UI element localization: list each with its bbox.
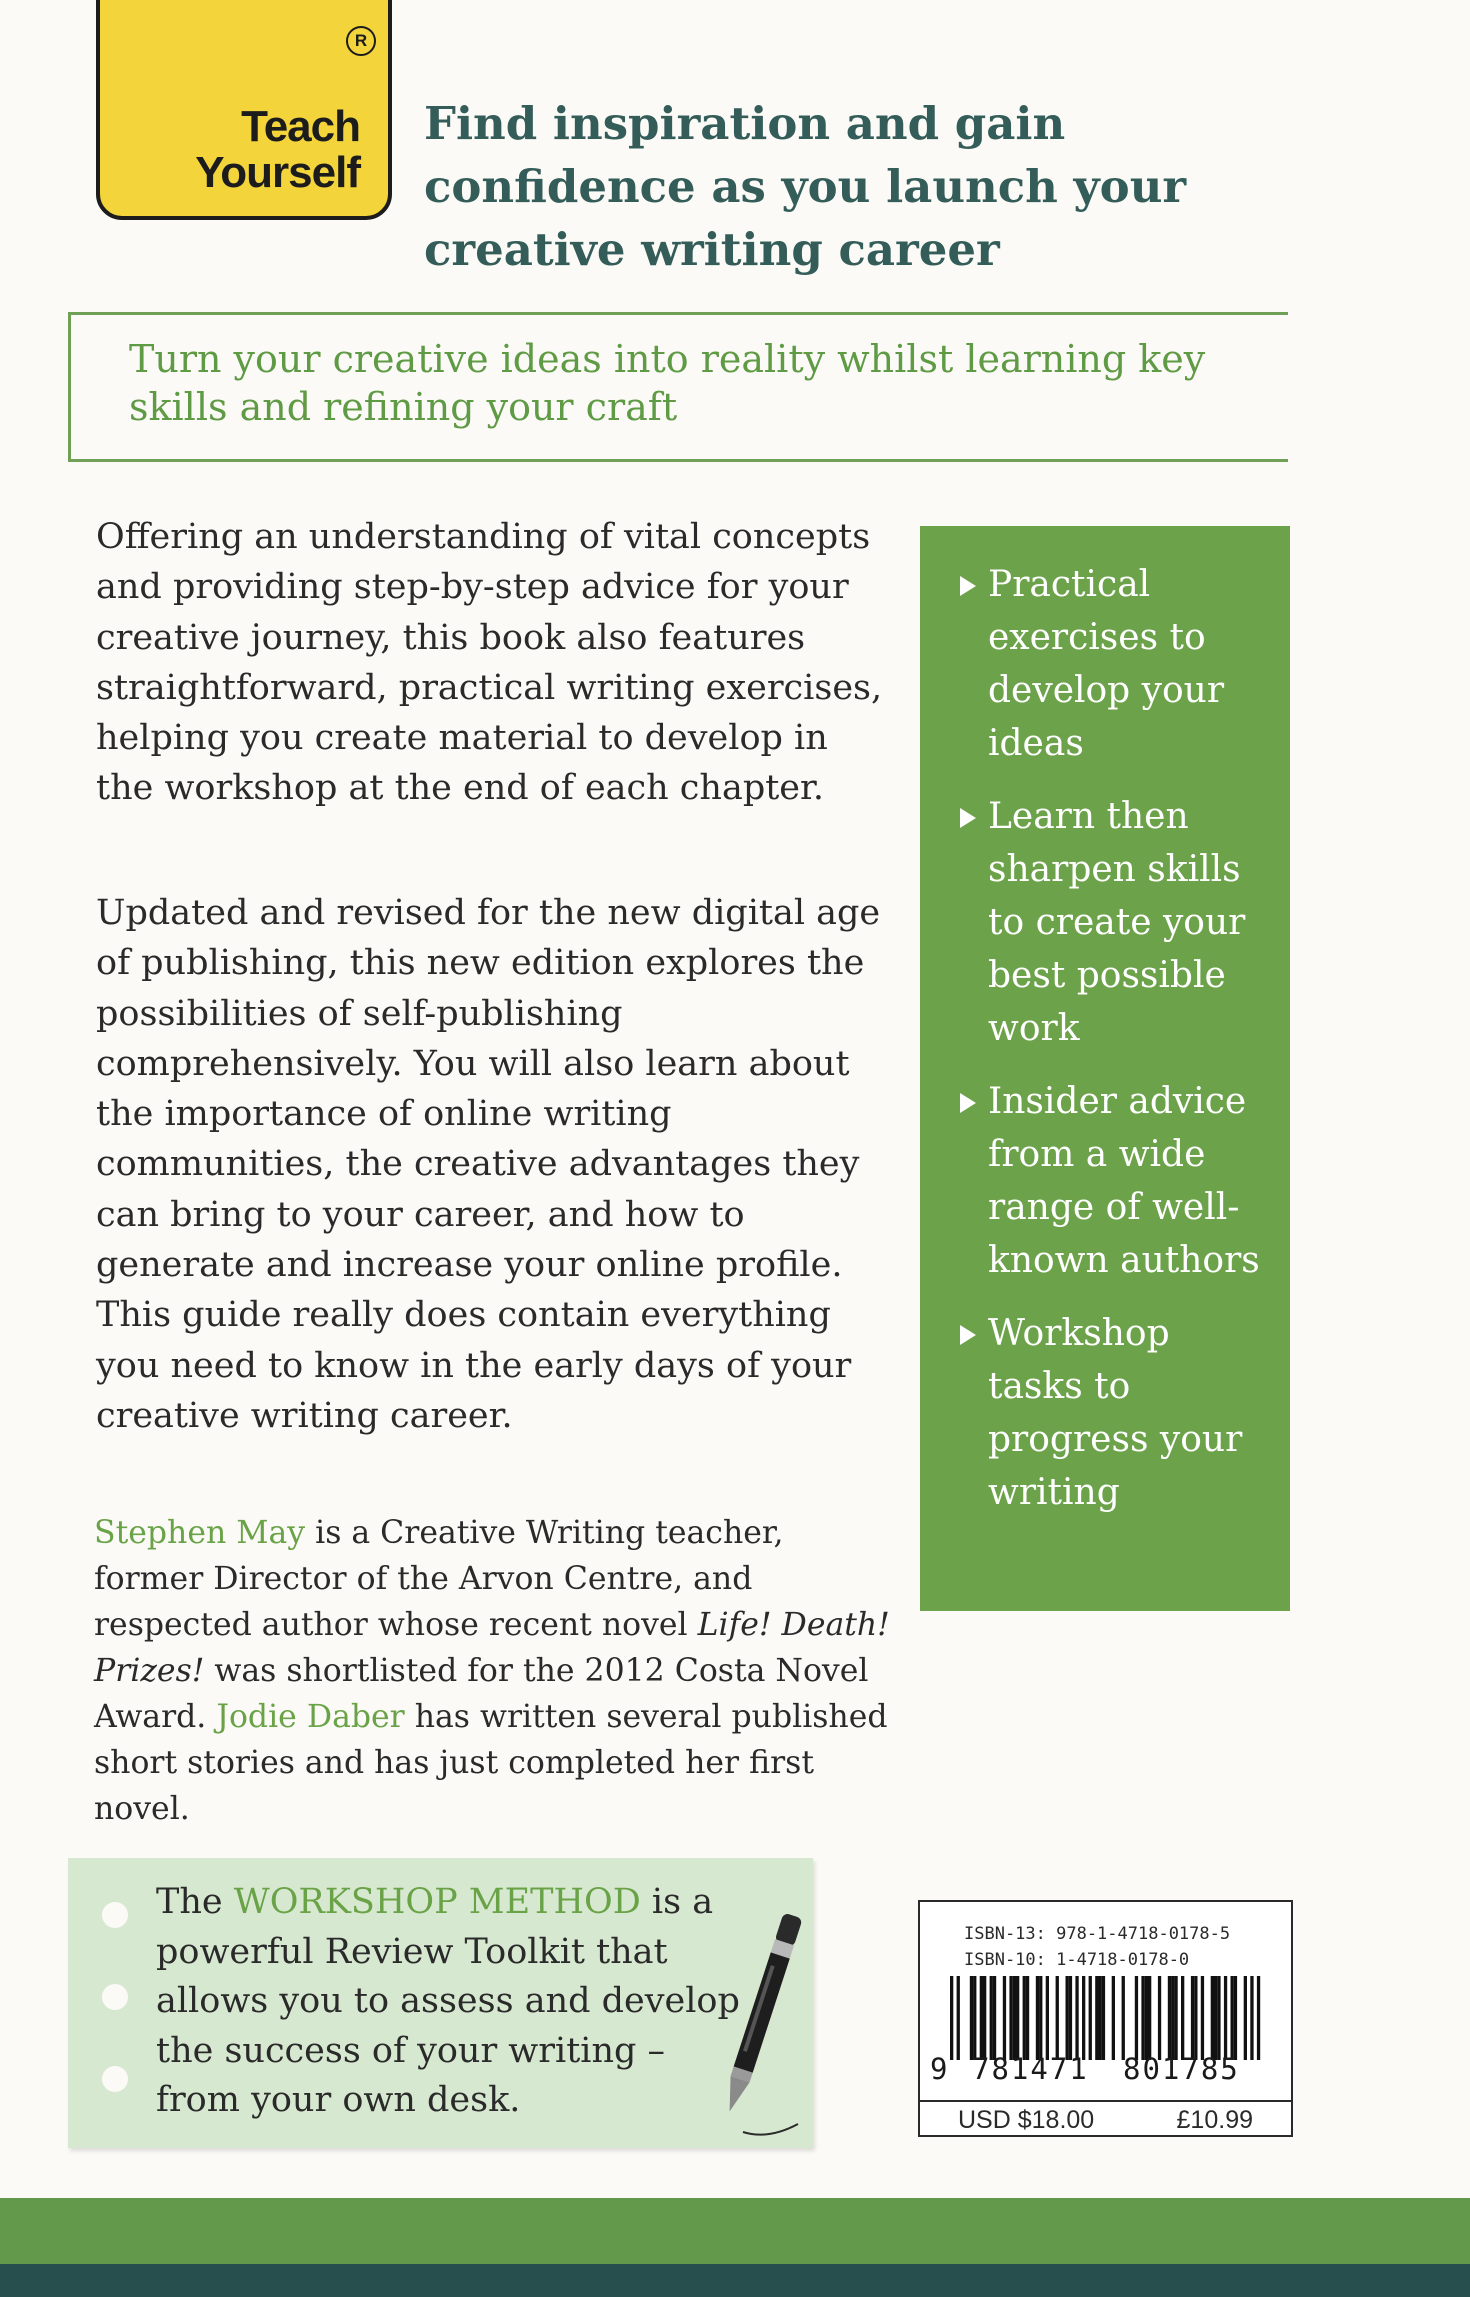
subheadline: Turn your creative ideas into reality whilst learning key skills and refining your craft	[129, 337, 1206, 429]
barcode-box	[918, 1900, 1293, 2137]
barcode-bar	[1171, 1976, 1174, 2060]
barcode-bar	[1141, 1976, 1144, 2060]
bio-text-2: was shortlisted for the 2012 Costa Novel Award.	[94, 1653, 869, 1735]
barcode-bar	[1082, 1976, 1085, 2060]
workshop-method-highlight: WORKSHOP METHOD	[233, 1882, 641, 1922]
barcode-bar	[1201, 1976, 1204, 2060]
barcode-bar	[1036, 1976, 1039, 2060]
barcode-bar	[1234, 1976, 1237, 2060]
barcode-bar	[1089, 1976, 1092, 2060]
pen-icon	[708, 1904, 808, 2144]
feature-text: Practical exercises to develop your ideas	[988, 564, 1225, 764]
barcode-bar	[1244, 1976, 1247, 2060]
barcode-bar	[1158, 1976, 1161, 2060]
bullet-triangle-icon	[960, 1093, 976, 1113]
workshop-note-card	[68, 1858, 813, 2148]
logo-line2: Yourself	[195, 148, 360, 197]
barcode-bar	[1069, 1976, 1072, 2060]
feature-item	[960, 1075, 1270, 1287]
logo-text	[195, 104, 360, 196]
price-row	[920, 2100, 1291, 2139]
features-sidebar	[920, 526, 1290, 1611]
barcode-bar	[1224, 1976, 1227, 2060]
barcode-bar	[990, 1976, 993, 2060]
workshop-post: is a powerful Review Toolkit that allows you to assess and develop the success of your writing – from your own desk.	[156, 1882, 740, 2120]
barcode-bar	[993, 1976, 996, 2060]
barcode-bar	[1135, 1976, 1138, 2060]
barcode-bar	[983, 1976, 986, 2060]
barcode-bar	[1250, 1976, 1253, 2060]
barcode-bar	[970, 1976, 973, 2060]
barcode-bar	[1168, 1976, 1171, 2060]
barcode-bar	[1095, 1976, 1098, 2060]
isbn-10: ISBN-10: 1-4718-0178-0	[964, 1950, 1190, 1970]
bio-text-3: has written several published short stories and has just completed her first novel.	[94, 1699, 888, 1827]
binder-hole-icon	[102, 1984, 128, 2010]
barcode-bar	[1066, 1976, 1069, 2060]
barcode-bar	[1231, 1976, 1234, 2060]
feature-text: Workshop tasks to progress your writing	[988, 1313, 1243, 1513]
isbn-13: ISBN-13: 978-1-4718-0178-5	[964, 1924, 1231, 1944]
feature-text: Insider advice from a wide range of well-known authors	[988, 1081, 1260, 1281]
barcode-bars	[950, 1976, 1264, 2060]
price-gbp: £10.99	[1176, 2106, 1253, 2134]
bullet-triangle-icon	[960, 1325, 976, 1345]
barcode-bar	[1075, 1976, 1078, 2060]
logo-line1: Teach	[241, 102, 360, 151]
barcode-bar	[980, 1976, 983, 2060]
feature-item	[960, 790, 1270, 1055]
barcode-bar	[1099, 1976, 1102, 2060]
barcode-bar	[1009, 1976, 1012, 2060]
barcode-bar	[1191, 1976, 1194, 2060]
workshop-text	[156, 1878, 746, 2126]
body-paragraph-1: Offering an understanding of vital concepts and providing step-by-step advice for your creative journey, this book also features straightforward, practical writing exercises, helping you create material to develop in the workshop at the end of each chapter.	[96, 517, 883, 809]
barcode-first-digit: 9	[930, 2052, 948, 2086]
barcode-bar	[1174, 1976, 1177, 2060]
barcode-bar	[1039, 1976, 1042, 2060]
feature-item	[960, 558, 1270, 770]
footer-stripe-green	[0, 2198, 1470, 2264]
price-usd: USD $18.00	[958, 2106, 1095, 2134]
bullet-triangle-icon	[960, 576, 976, 596]
author-bio	[94, 1510, 894, 1832]
barcode-bar	[1148, 1976, 1151, 2060]
novel-title: Life! Death! Prizes!	[94, 1607, 890, 1689]
barcode-bar	[1194, 1976, 1197, 2060]
barcode-left-digits: 781471	[972, 2052, 1089, 2086]
workshop-pre: The	[156, 1882, 234, 1922]
barcode-bar	[1122, 1976, 1125, 2060]
feature-text: Learn then sharpen skills to create your best possible work	[988, 796, 1246, 1049]
bullet-triangle-icon	[960, 808, 976, 828]
subheadline-box	[68, 312, 1288, 462]
barcode-bar	[1003, 1976, 1006, 2060]
barcode-bar	[973, 1976, 976, 2060]
barcode-bar	[1214, 1976, 1217, 2060]
binder-hole-icon	[102, 2066, 128, 2092]
teach-yourself-logo	[96, 0, 392, 220]
author-name-1: Stephen May	[94, 1515, 306, 1551]
barcode-bar	[1016, 1976, 1019, 2060]
bio-text-1: is a Creative Writing teacher, former Director of the Arvon Centre, and respected author whose recent novel	[94, 1515, 784, 1643]
binder-hole-icon	[102, 1902, 128, 1928]
barcode-bar	[1023, 1976, 1026, 2060]
barcode-bar	[957, 1976, 960, 2060]
barcode-bar	[1013, 1976, 1016, 2060]
footer-stripe-dark	[0, 2264, 1470, 2297]
barcode-bar	[1056, 1976, 1059, 2060]
author-name-2: Jodie Daber	[216, 1699, 405, 1735]
barcode-bar	[1112, 1976, 1115, 2060]
barcode-bar	[950, 1976, 953, 2060]
barcode-bar	[1181, 1976, 1184, 2060]
barcode-right-digits: 801785	[1123, 2052, 1240, 2086]
feature-item	[960, 1307, 1270, 1519]
barcode-bar	[1257, 1976, 1260, 2060]
body-paragraph-2: Updated and revised for the new digital age of publishing, this new edition explores the possibilities of self-publishing comprehensively. You will also learn about the importance of online writing communities, the creative advantages they can bring to your career, and how to generate and increase your online profile. This guide really does contain everything you need to know in the early days of your creative writing career.	[96, 893, 881, 1436]
barcode-bar	[1046, 1976, 1049, 2060]
headline: Find inspiration and gain confidence as you launch your creative writing career	[424, 97, 1187, 276]
barcode-bar	[1102, 1976, 1105, 2060]
barcode-bar	[1026, 1976, 1029, 2060]
registered-mark: R	[346, 26, 376, 56]
barcode-bar	[1217, 1976, 1220, 2060]
barcode-bar	[1145, 1976, 1148, 2060]
barcode-bar	[1211, 1976, 1214, 2060]
